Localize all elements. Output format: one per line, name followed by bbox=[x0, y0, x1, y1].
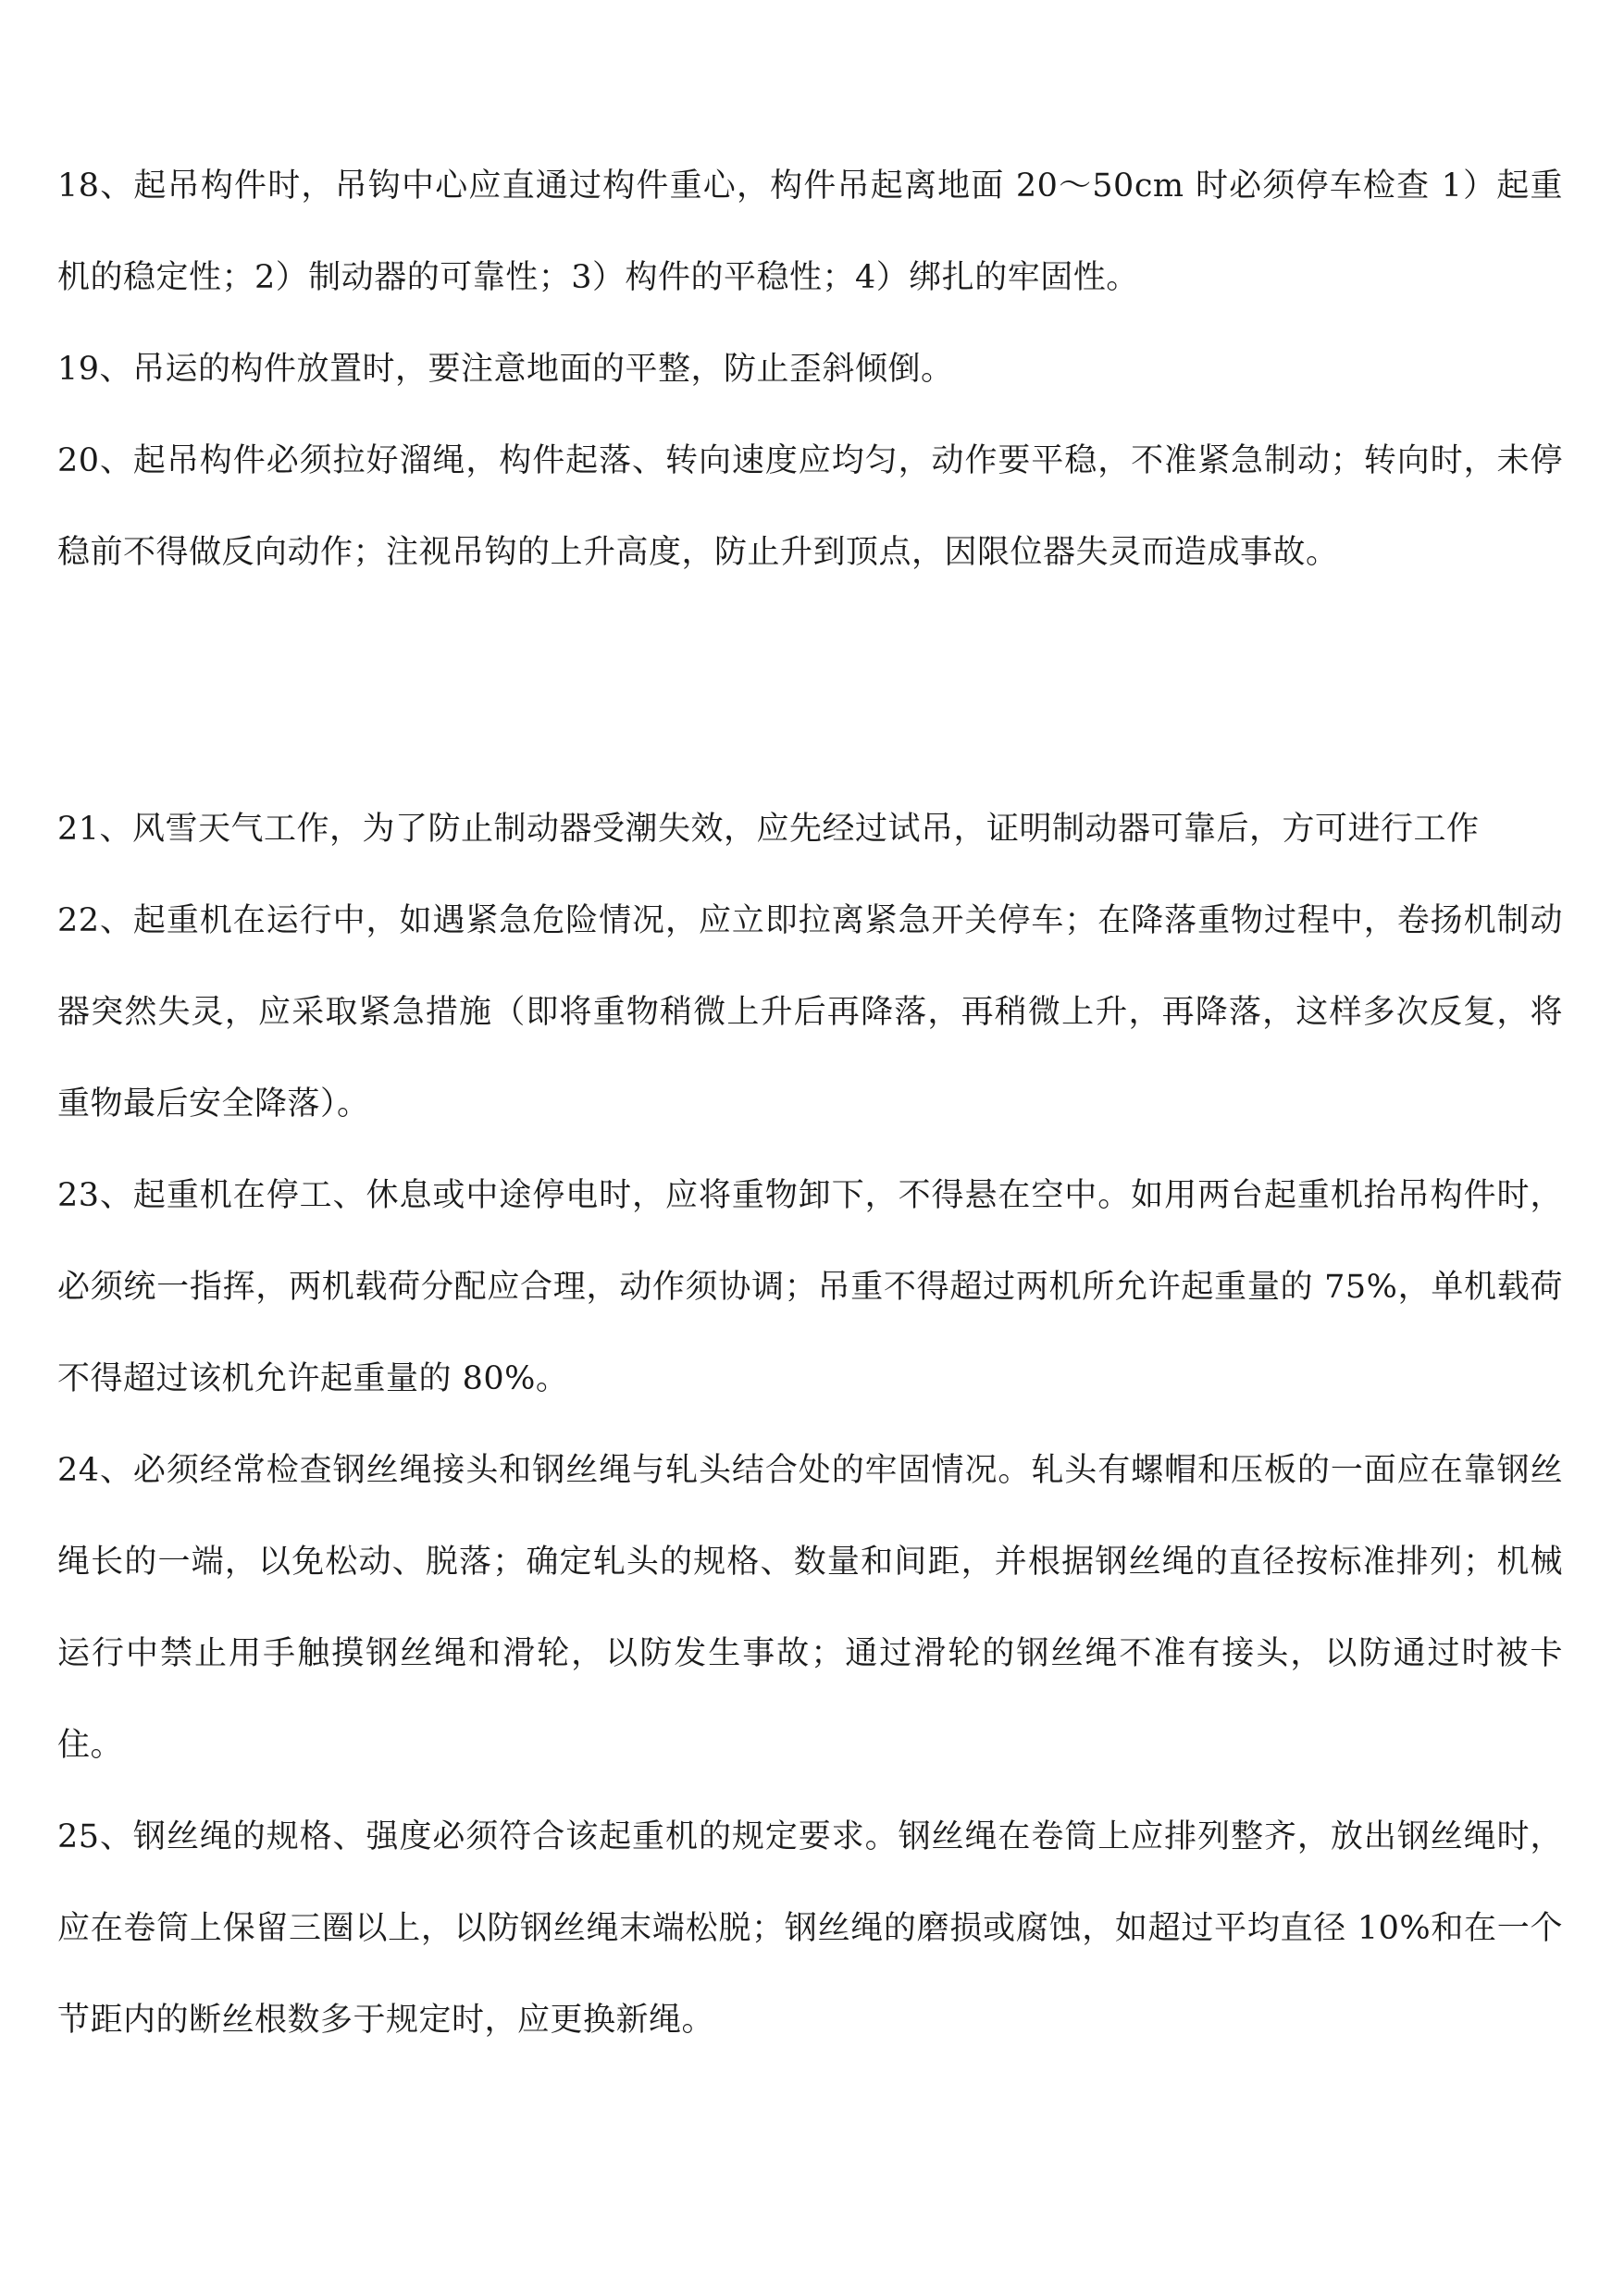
clause-20: 20、起吊构件必须拉好溜绳，构件起落、转向速度应均匀，动作要平稳，不准紧急制动；转向时，未停稳前不得做反向动作；注视吊钩的上升高度，防止升到顶点，因限位器失灵而造成事故。 bbox=[57, 442, 1563, 571]
clause-18: 18、起吊构件时，吊钩中心应直通过构件重心，构件吊起离地面 20～50cm 时必须停车检查 1）起重机的稳定性；2）制动器的可靠性；3）构件的平稳性；4）绑扎的牢固性。 bbox=[57, 167, 1563, 296]
clause-19: 19、吊运的构件放置时，要注意地面的平整，防止歪斜倾倒。 bbox=[57, 351, 954, 388]
clause-22: 22、起重机在运行中，如遇紧急危险情况，应立即拉离紧急开关停车；在降落重物过程中，卷扬机制动器突然失灵，应采取紧急措施（即将重物稍微上升后再降落，再稍微上升，再降落，这样多次反复，将重物最后安全降落）。 bbox=[57, 902, 1563, 1123]
clause-24: 24、必须经常检查钢丝绳接头和钢丝绳与轧头结合处的牢固情况。轧头有螺帽和压板的一面应在靠钢丝绳长的一端，以免松动、脱落；确定轧头的规格、数量和间距，并根据钢丝绳的直径按标准排列；机械运行中禁止用手触摸钢丝绳和滑轮，以防发生事故；通过滑轮的钢丝绳不准有接头，以防通过时被卡住。 bbox=[57, 1452, 1563, 1764]
clause-23: 23、起重机在停工、休息或中途停电时，应将重物卸下，不得悬在空中。如用两台起重机抬吊构件时，必须统一指挥，两机载荷分配应合理，动作须协调；吊重不得超过两机所允许起重量的 75%，单机载荷不得超过该机允许起重量的 80%。 bbox=[57, 1177, 1563, 1397]
clause-25: 25、钢丝绳的规格、强度必须符合该起重机的规定要求。钢丝绳在卷筒上应排列整齐，放出钢丝绳时，应在卷筒上保留三圈以上，以防钢丝绳末端松脱；钢丝绳的磨损或腐蚀，如超过平均直径 10%和在一个节距内的断丝根数多于规定时，应更换新绳。 bbox=[57, 1818, 1563, 2039]
clause-21: 21、风雪天气工作，为了防止制动器受潮失效，应先经过试吊，证明制动器可靠后，方可进行工作 bbox=[57, 811, 1480, 848]
section-gap bbox=[57, 599, 1563, 784]
